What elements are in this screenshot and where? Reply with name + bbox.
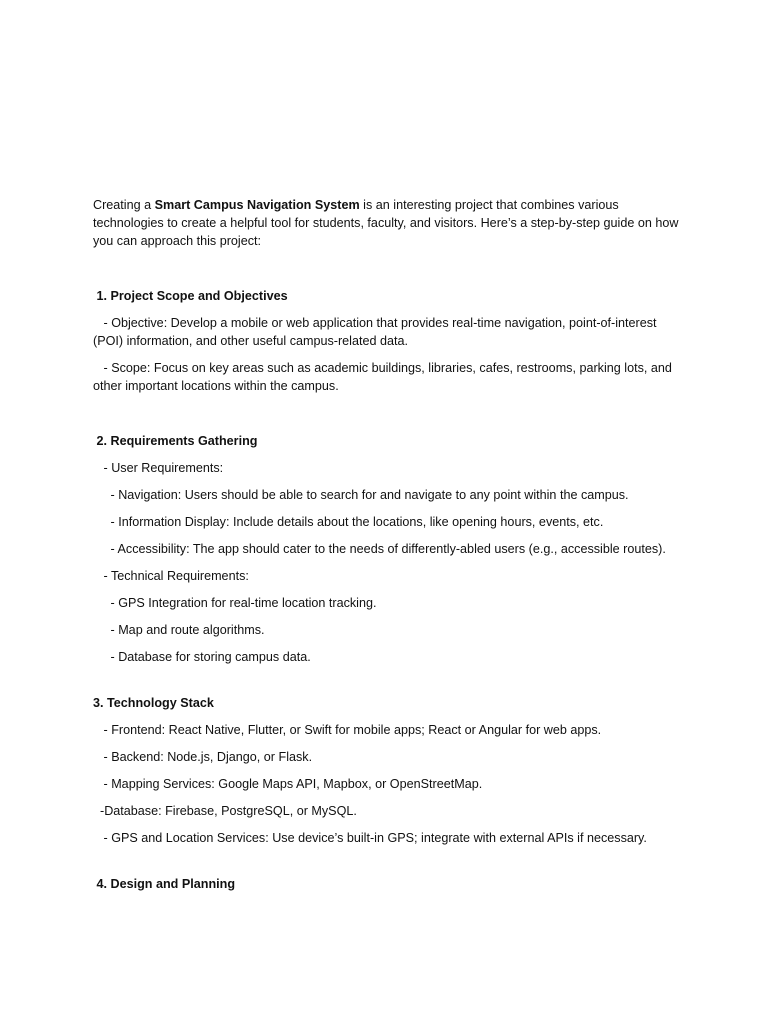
section-3-heading: 3. Technology Stack: [93, 696, 214, 710]
section-2-line: - Technical Requirements:: [93, 569, 249, 583]
intro-prefix: Creating a: [93, 198, 155, 212]
section-3-line: - GPS and Location Services: Use device’s built-in GPS; integrate with external APIs if necessary.: [93, 831, 647, 845]
section-4-heading: 4. Design and Planning: [93, 877, 236, 891]
spacer: [93, 675, 683, 694]
intro-bold-title: Smart Campus Navigation System: [154, 198, 360, 212]
section-2-line: - Information Display: Include details about the locations, like opening hours, events, etc.: [93, 515, 604, 529]
section-3-line: - Frontend: React Native, Flutter, or Swift for mobile apps; React or Angular for web apps.: [93, 723, 602, 737]
section-3-line: - Backend: Node.js, Django, or Flask.: [93, 750, 313, 764]
intro-suffix: is an interesting project that combines various technologies to create a helpful tool for students, faculty, and visitors. Here’s a step-by-step guide on how you can approach this project:: [93, 198, 679, 248]
section-3-line: -Database: Firebase, PostgreSQL, or MySQL.: [93, 804, 357, 818]
section-1-objective: - Objective: Develop a mobile or web application that provides real-time navigation, point-of-interest (POI) information, and other useful campus-related data.: [93, 316, 661, 348]
section-2-line: - GPS Integration for real-time location tracking.: [93, 596, 377, 610]
section-2-line: - Map and route algorithms.: [93, 623, 265, 637]
section-2-line: - Accessibility: The app should cater to the needs of differently-abled users (e.g., accessible routes).: [93, 542, 666, 556]
intro-paragraph: [93, 196, 683, 250]
section-2-line: - Database for storing campus data.: [93, 650, 311, 664]
section-2-line: - Navigation: Users should be able to search for and navigate to any point within the campus.: [93, 488, 629, 502]
section-1-heading: 1. Project Scope and Objectives: [93, 289, 288, 303]
spacer: [93, 856, 683, 875]
spacer: [93, 404, 683, 432]
section-2-heading: 2. Requirements Gathering: [93, 434, 258, 448]
section-2-line: - User Requirements:: [93, 461, 224, 475]
section-1-scope: - Scope: Focus on key areas such as academic buildings, libraries, cafes, restrooms, parking lots, and other important locations within the campus.: [93, 361, 676, 393]
document-page: [93, 196, 683, 902]
section-3-line: - Mapping Services: Google Maps API, Mapbox, or OpenStreetMap.: [93, 777, 483, 791]
